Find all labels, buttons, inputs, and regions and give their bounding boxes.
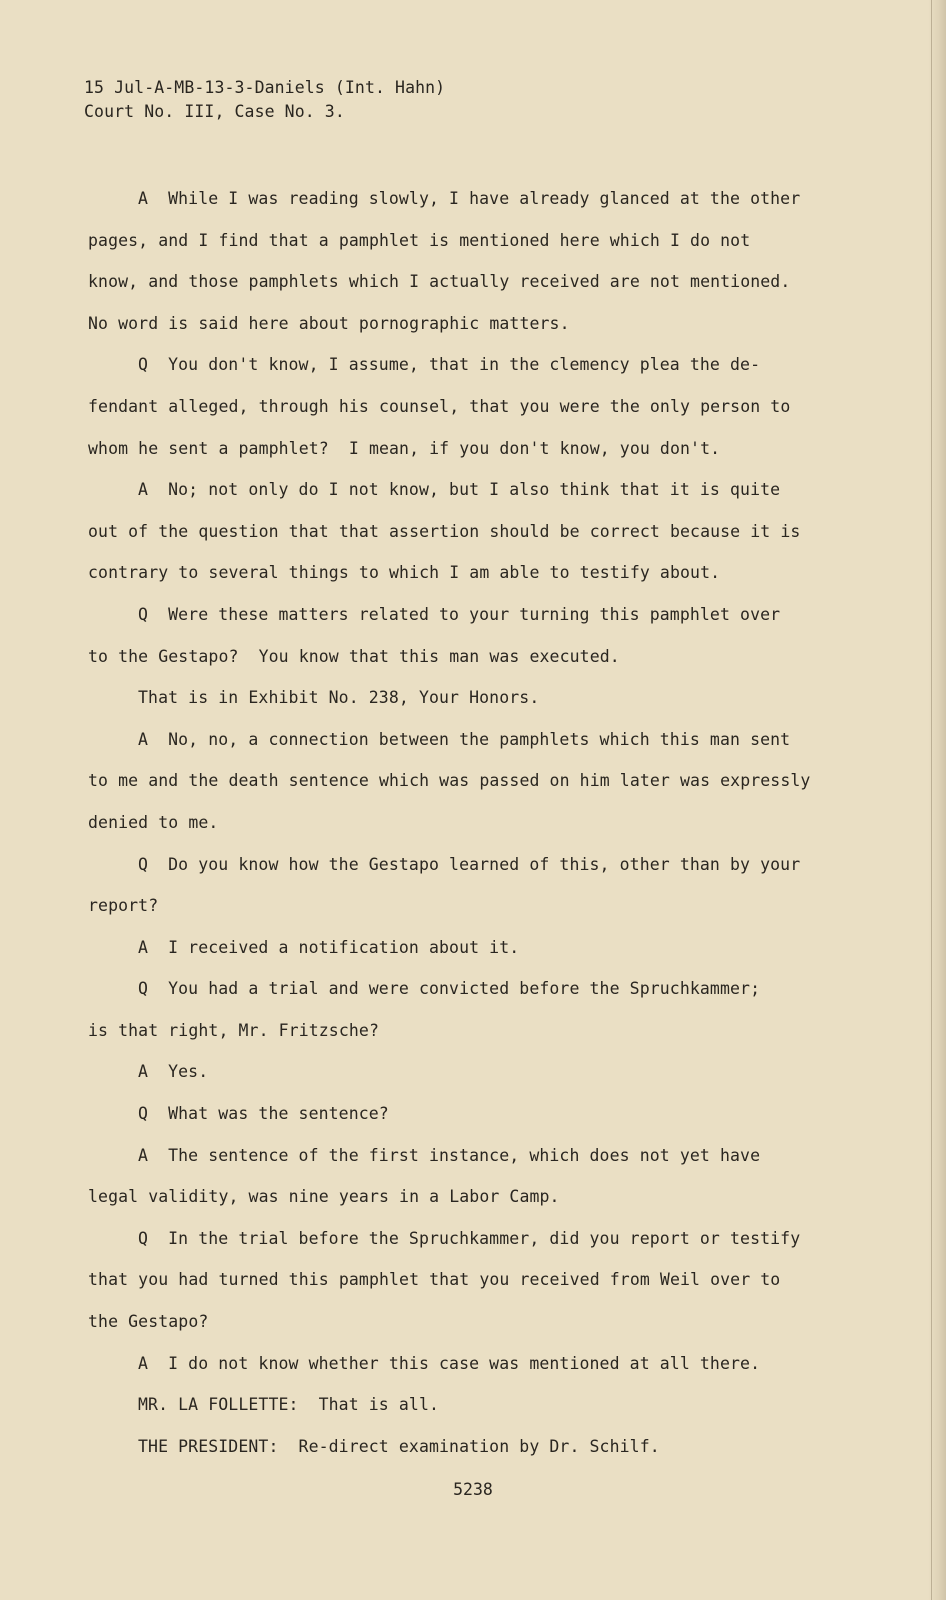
document-header (84, 76, 445, 124)
transcript-line: A While I was reading slowly, I have already glanced at the other (138, 189, 801, 208)
transcript-paragraph (88, 968, 828, 1051)
transcript-line: denied to me. (88, 812, 219, 832)
transcript-line: That is in Exhibit No. 238, Your Honors. (138, 688, 540, 708)
transcript-paragraph (88, 844, 828, 927)
transcript-line: know, and those pamphlets which I actually received are not mentioned. (88, 272, 791, 292)
transcript-paragraph (88, 1135, 828, 1218)
transcript-paragraph (88, 469, 828, 594)
transcript-paragraph (88, 927, 828, 969)
transcript-paragraph (88, 719, 828, 844)
transcript-body (88, 178, 828, 1467)
transcript-line: Q You had a trial and were convicted before the Spruchkammer; (138, 979, 761, 999)
page-number: 5238 (453, 1480, 493, 1499)
transcript-line: A I received a notification about it. (138, 937, 520, 957)
transcript-line: A The sentence of the first instance, which does not yet have (138, 1145, 761, 1165)
transcript-line: Q You don't know, I assume, that in the clemency plea the de- (138, 355, 761, 375)
transcript-line: MR. LA FOLLETTE: That is all. (138, 1395, 440, 1415)
transcript-line: to the Gestapo? You know that this man was executed. (88, 646, 620, 666)
transcript-line: Q Were these matters related to your turning this pamphlet over (138, 604, 781, 624)
transcript-line: contrary to several things to which I am able to testify about. (88, 563, 721, 583)
transcript-line: THE PRESIDENT: Re-direct examination by Dr. Schilf. (138, 1436, 660, 1456)
transcript-line: Q Do you know how the Gestapo learned of this, other than by your (138, 854, 801, 874)
page-edge-line (931, 0, 932, 1600)
transcript-line: pages, and I find that a pamphlet is mentioned here which I do not (88, 230, 751, 250)
transcript-line: A Yes. (138, 1062, 209, 1082)
transcript-line: whom he sent a pamphlet? I mean, if you don't know, you don't. (88, 438, 721, 458)
transcript-line: report? (88, 896, 159, 916)
transcript-line: out of the question that that assertion should be correct because it is (88, 521, 801, 541)
transcript-line: Q What was the sentence? (138, 1104, 389, 1124)
transcript-paragraph (88, 178, 828, 344)
header-line-2: Court No. III, Case No. 3. (84, 102, 345, 121)
transcript-paragraph (88, 344, 828, 469)
transcript-paragraph (88, 594, 828, 677)
transcript-line: A I do not know whether this case was mentioned at all there. (138, 1353, 761, 1373)
transcript-paragraph (88, 1218, 828, 1343)
transcript-paragraph (88, 1093, 828, 1135)
transcript-line: that you had turned this pamphlet that you received from Weil over to (88, 1270, 781, 1290)
transcript-line: is that right, Mr. Fritzsche? (88, 1020, 379, 1040)
header-line-1: 15 Jul-A-MB-13-3-Daniels (Int. Hahn) (84, 78, 446, 97)
transcript-paragraph (88, 677, 828, 719)
transcript-line: A No; not only do I not know, but I also think that it is quite (138, 480, 781, 500)
transcript-line: fendant alleged, through his counsel, that you were the only person to (88, 396, 791, 416)
transcript-line: legal validity, was nine years in a Labor Camp. (88, 1187, 560, 1207)
transcript-paragraph (88, 1384, 828, 1426)
transcript-line: the Gestapo? (88, 1312, 209, 1332)
transcript-line: Q In the trial before the Spruchkammer, did you report or testify (138, 1228, 801, 1248)
transcript-line: A No, no, a connection between the pamphlets which this man sent (138, 729, 791, 749)
transcript-line: to me and the death sentence which was passed on him later was expressly (88, 771, 811, 791)
transcript-paragraph (88, 1343, 828, 1385)
transcript-paragraph (88, 1426, 828, 1468)
transcript-line: No word is said here about pornographic matters. (88, 313, 570, 333)
transcript-paragraph (88, 1051, 828, 1093)
